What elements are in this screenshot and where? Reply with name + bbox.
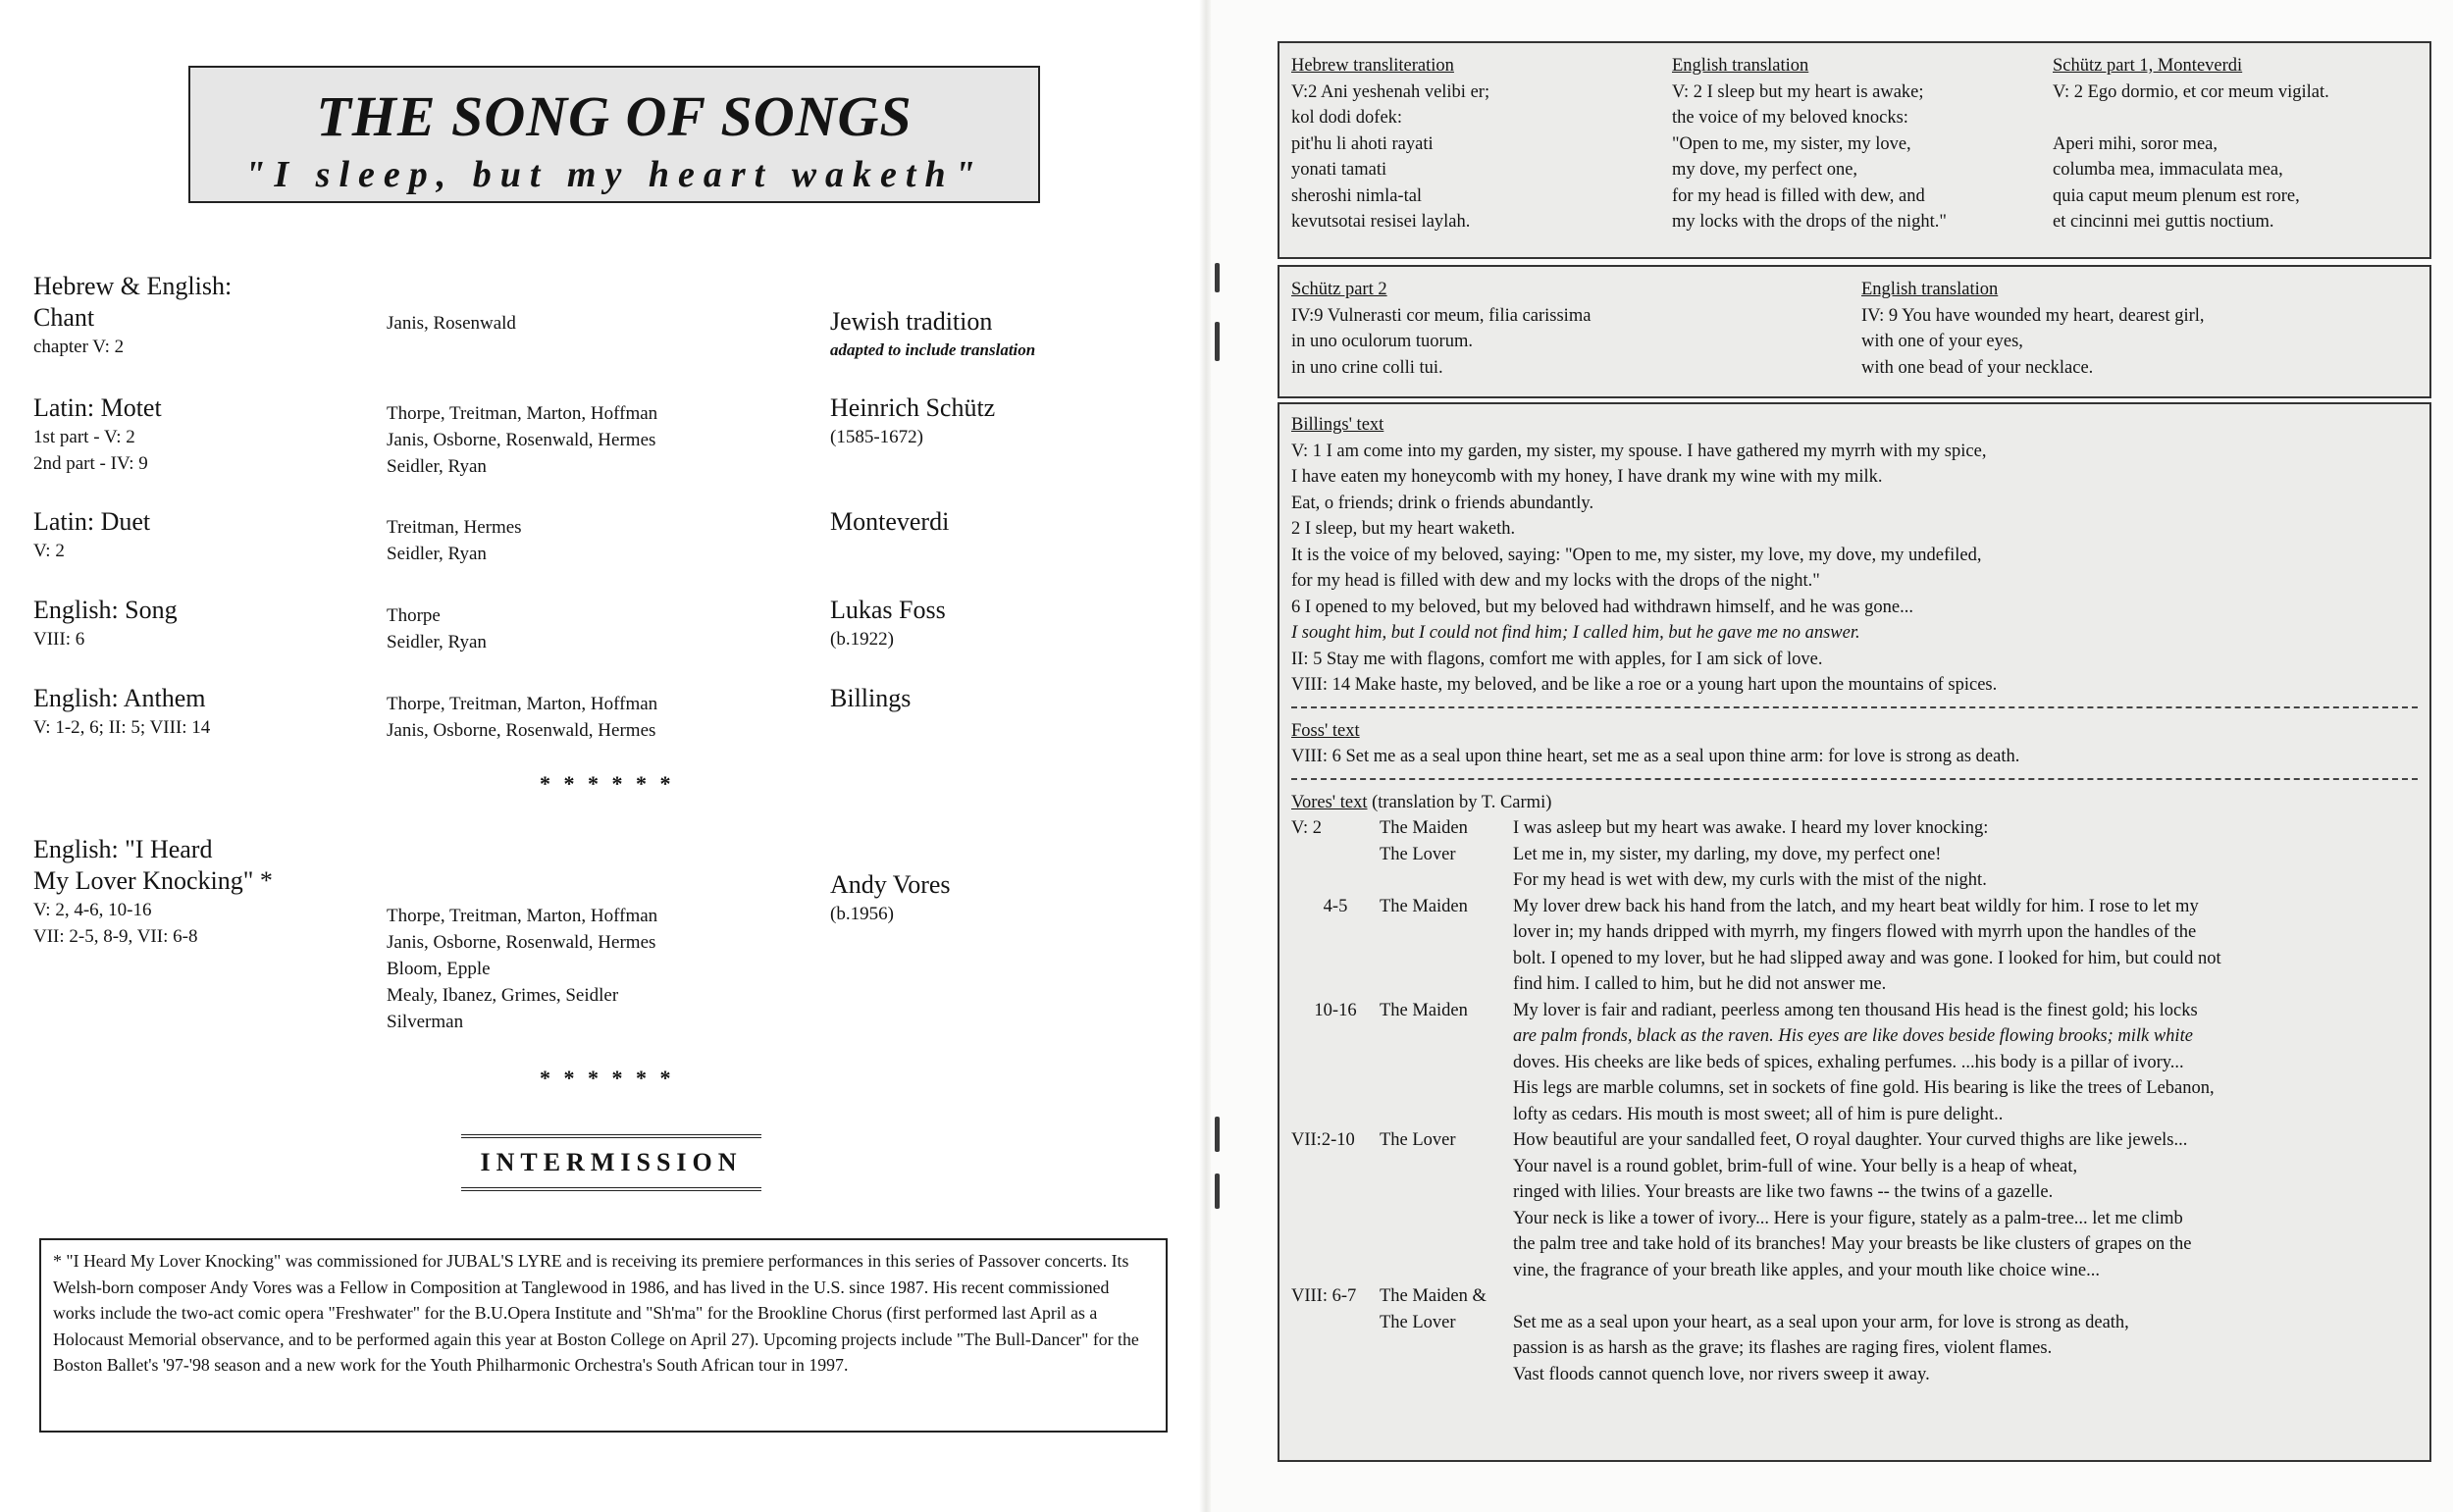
text-line: IV: 9 You have wounded my heart, dearest girl, [1861,305,2205,326]
translation-box-1 [1278,41,2431,259]
program-item [33,683,1172,752]
composer-note: (b.1922) [830,629,894,650]
text-line: Let me in, my sister, my darling, my dove, my perfect one! [1513,844,1942,864]
performers: Treitman, Hermes [387,517,522,538]
composer: Billings [830,684,912,712]
translation-box-2 [1278,265,2431,398]
text-line: vine, the fragrance of your breath like apples, and your mouth like choice wine... [1513,1260,2100,1280]
program-item [33,506,1172,575]
text-line: IV:9 Vulnerasti cor meum, filia carissima [1291,305,1592,326]
program-heading: Latin: Duet [33,507,151,536]
text-line: How beautiful are your sandalled feet, O royal daughter. Your curved thighs are like jewels... [1513,1130,2188,1150]
composer-note: (1585-1672) [830,427,923,447]
speaker: The Lover [1380,1130,1456,1150]
composer: Lukas Foss [830,596,946,624]
text-line: sheroshi nimla-tal [1291,185,1423,206]
text-line: Set me as a seal upon your heart, as a seal upon your arm, for love is strong as death, [1513,1312,2129,1332]
composer: Monteverdi [830,507,950,536]
verse-row [1291,1127,2418,1283]
text-line: columba mea, immaculata mea, [2053,160,2283,180]
text-line: kol dodi dofek: [1291,108,1403,128]
performers: Thorpe, Treitman, Marton, Hoffman [387,906,658,926]
speaker: The Maiden [1380,896,1468,916]
text-line: find him. I called to him, but he did not answer me. [1513,974,1887,994]
column-title: Schütz part 2 [1291,280,1387,299]
composer-note: adapted to include translation [830,340,1036,359]
title-box [188,66,1040,203]
text-line: Your navel is a round goblet, brim-full of wine. Your belly is a heap of wheat, [1513,1156,2078,1176]
section-title: Billings' text [1291,415,1384,435]
performers: Thorpe, Treitman, Marton, Hoffman [387,694,658,714]
program-heading: Hebrew & English: [33,272,233,300]
program-item [33,392,1172,491]
text-line: VIII: 14 Make haste, my beloved, and be like a roe or a young hart upon the mountains of spices. [1291,675,1998,695]
verse-ref: 4-5 [1323,896,1348,916]
verse-row [1291,815,2418,842]
dashed-divider [1291,706,2418,708]
text-line: Aperi mihi, soror mea, [2053,133,2218,154]
text-line: My lover drew back his hand from the latch, and my heart beat wildly for him. I rose to let my [1513,896,2199,916]
text-line: doves. His cheeks are like beds of spices, exhaling perfumes. ...his body is a pillar of ivory... [1513,1052,2184,1072]
performers: Janis, Osborne, Rosenwald, Hermes [387,430,656,450]
text-line: I was asleep but my heart was awake. I heard my lover knocking: [1513,818,1989,838]
performers: Janis, Osborne, Rosenwald, Hermes [387,720,656,741]
text-line: My lover is fair and radiant, peerless among ten thousand His head is the finest gold; his locks [1513,1000,2198,1020]
column-title: Schütz part 1, Monteverdi [2053,56,2243,76]
billings-section [1291,412,2418,699]
text-line: in uno crine colli tui. [1291,357,1443,378]
verse-ref: VIII: 6-7 [1291,1286,1357,1306]
program-reference: V: 1-2, 6; II: 5; VIII: 14 [33,717,211,738]
program-heading: Chant [33,303,95,332]
performers: Thorpe [387,605,441,626]
composer: Heinrich Schütz [830,393,996,422]
texts-box [1278,402,2431,1462]
verse-row [1291,842,2418,894]
text-line: V: 2 I sleep but my heart is awake; [1672,81,1924,102]
text-line: my dove, my perfect one, [1672,160,1858,180]
text-line: "Open to me, my sister, my love, [1672,133,1911,154]
separator-stars: * * * * * * [540,771,675,796]
composer: Jewish tradition [830,307,993,336]
text-line: with one of your eyes, [1861,332,2023,351]
verse-row [1291,894,2418,998]
page-subtitle: "I sleep, but my heart waketh" [244,154,984,195]
verse-ref [1291,1310,1380,1388]
speaker: The Lover [1380,844,1456,864]
text-line: I have eaten my honeycomb with my honey, I have drank my wine with my milk. [1291,467,1883,487]
performers: Mealy, Ibanez, Grimes, Seidler [387,985,619,1006]
performers: Janis, Osborne, Rosenwald, Hermes [387,932,656,953]
program-item [33,595,1172,663]
program-reference: V: 2, 4-6, 10-16 [33,900,152,920]
program-reference: chapter V: 2 [33,337,125,357]
performers: Bloom, Epple [387,959,491,979]
program-reference: 1st part - V: 2 [33,427,135,447]
page-title: THE SONG OF SONGS [316,84,913,148]
text-line: Vast floods cannot quench love, nor rivers sweep it away. [1513,1364,1930,1384]
column-title: English translation [1861,280,1999,299]
section-title-suffix: (translation by T. Carmi) [1367,792,1552,812]
verse-ref: VII:2-10 [1291,1130,1355,1150]
text-line: the palm tree and take hold of its branches! May your breasts be like clusters of grapes on the [1513,1234,2192,1254]
text-line: I sought him, but I could not find him; I called him, but he gave me no answer. [1291,623,1860,643]
text-line: for my head is filled with dew and my locks with the drops of the night." [1291,571,1820,591]
text-line: For my head is wet with dew, my curls with the mist of the night. [1513,870,1987,890]
text-line: bolt. I opened to my lover, but he had slipped away and was gone. I looked for him, but could not [1513,948,2221,968]
program-item [33,834,1172,1030]
text-line: the voice of my beloved knocks: [1672,108,1908,128]
speaker: The Maiden [1380,818,1468,838]
section-title: Vores' text [1291,792,1368,812]
text-line: lover in; my hands dripped with myrrh, my fingers flowed with myrrh upon the handles of the [1513,922,2197,942]
program-reference: VII: 2-5, 8-9, VII: 6-8 [33,926,198,947]
program-heading: My Lover Knocking" * [33,866,273,895]
performers: Thorpe, Treitman, Marton, Hoffman [387,403,658,424]
binding-mark [1215,322,1220,361]
text-line: in uno oculorum tuorum. [1291,332,1473,351]
verse-row [1291,998,2418,1128]
vores-section [1291,790,2418,1388]
binding-mark [1215,263,1220,292]
program-heading: English: "I Heard [33,835,213,863]
speaker: The Maiden & [1380,1286,1487,1306]
speaker: The Maiden [1380,1000,1468,1020]
text-line: His legs are marble columns, set in sockets of fine gold. His bearing is like the trees of Lebanon, [1513,1078,2215,1098]
program-reference: 2nd part - IV: 9 [33,453,148,474]
column-title: English translation [1672,56,1809,76]
text-line: II: 5 Stay me with flagons, comfort me with apples, for I am sick of love. [1291,649,1823,669]
text-line: et cincinni mei guttis noctium. [2053,212,2274,232]
program-heading: English: Anthem [33,684,206,712]
column-title: Hebrew transliteration [1291,56,1454,76]
binding-mark [1215,1117,1220,1152]
program-heading: English: Song [33,596,178,624]
program-reference: VIII: 6 [33,629,85,650]
verse-row [1291,1310,2418,1388]
text-line: my locks with the drops of the night." [1672,212,1947,232]
text-line: V: 1 I am come into my garden, my sister, my spouse. I have gathered my myrrh with my spice, [1291,441,1987,461]
program-heading: Latin: Motet [33,393,162,422]
page-fold [1199,0,1211,1512]
text-line: ringed with lilies. Your breasts are like two fawns -- the twins of a gazelle. [1513,1182,2054,1202]
verse-ref: V: 2 [1291,818,1323,838]
verse-row [1291,1283,2418,1310]
dashed-divider [1291,778,2418,780]
composer-note: (b.1956) [830,904,894,924]
intermission-heading: INTERMISSION [461,1134,761,1191]
section-title: Foss' text [1291,720,1360,741]
text-line: passion is as harsh as the grave; its flashes are raging fires, violent flames. [1513,1338,2053,1358]
text-line: It is the voice of my beloved, saying: "Open to me, my sister, my love, my dove, my undefiled, [1291,545,1982,565]
text-line: 6 I opened to my beloved, but my beloved had withdrawn himself, and he was gone... [1291,597,1913,617]
text-line: kevutsotai resisei laylah. [1291,212,1471,232]
text-line: quia caput meum plenum est rore, [2053,185,2300,206]
binding-mark [1215,1173,1220,1209]
text-line: Eat, o friends; drink o friends abundantly. [1291,493,1594,513]
program-reference: V: 2 [33,541,65,561]
performers: Silverman [387,1012,464,1032]
speaker: The Lover [1380,1312,1456,1332]
text-line: for my head is filled with dew, and [1672,185,1925,206]
performers: Seidler, Ryan [387,456,487,477]
performers: Janis, Rosenwald [387,313,516,334]
text-line: V: 2 Ego dormio, et cor meum vigilat. [2053,81,2329,102]
text-line: with one bead of your necklace. [1861,357,2094,378]
foss-section [1291,718,2418,770]
performers: Seidler, Ryan [387,632,487,652]
program-item [33,271,1172,379]
text-line: pit'hu li ahoti rayati [1291,133,1434,154]
text-line: are palm fronds, black as the raven. His eyes are like doves beside flowing brooks; milk white [1513,1026,2193,1046]
text-line: Your neck is like a tower of ivory... Here is your figure, stately as a palm-tree... let me climb [1513,1208,2183,1228]
text-line: 2 I sleep, but my heart waketh. [1291,519,1516,539]
text-line: yonati tamati [1291,160,1387,180]
text-line: lofty as cedars. His mouth is most sweet; all of him is pure delight.. [1513,1104,2004,1124]
text-line: V:2 Ani yeshenah velibi er; [1291,81,1490,102]
separator-stars: * * * * * * [540,1066,675,1090]
verse-ref [1291,842,1380,894]
composer: Andy Vores [830,870,951,899]
verse-ref: 10-16 [1314,1000,1357,1020]
text-line: VIII: 6 Set me as a seal upon thine heart, set me as a seal upon thine arm: for love is strong as death. [1291,747,2020,766]
section-heading [1291,790,2418,816]
blank-line [2053,105,2430,131]
composer-footnote: * "I Heard My Lover Knocking" was commissioned for JUBAL'S LYRE and is receiving its premiere performances in this series of Passover concerts. Its Welsh-born composer Andy Vores was a Fellow in Composition at Tanglewood in 1986, and has lived in the U.S. since 1987. His recent commissioned works include the two-act comic opera "Freshwater" for the B.U.Opera Institute and "Sh'ma" for the Brookline Chorus (first performed last April as a Holocaust Memorial observance, and to be performed again this year at Boston College on April 27). Upcoming projects include "The Bull-Dancer" for the Boston Ballet's '97-'98 season and a new work for the Youth Philharmonic Orchestra's South African tour in 1997. [39,1238,1168,1433]
performers: Seidler, Ryan [387,544,487,564]
